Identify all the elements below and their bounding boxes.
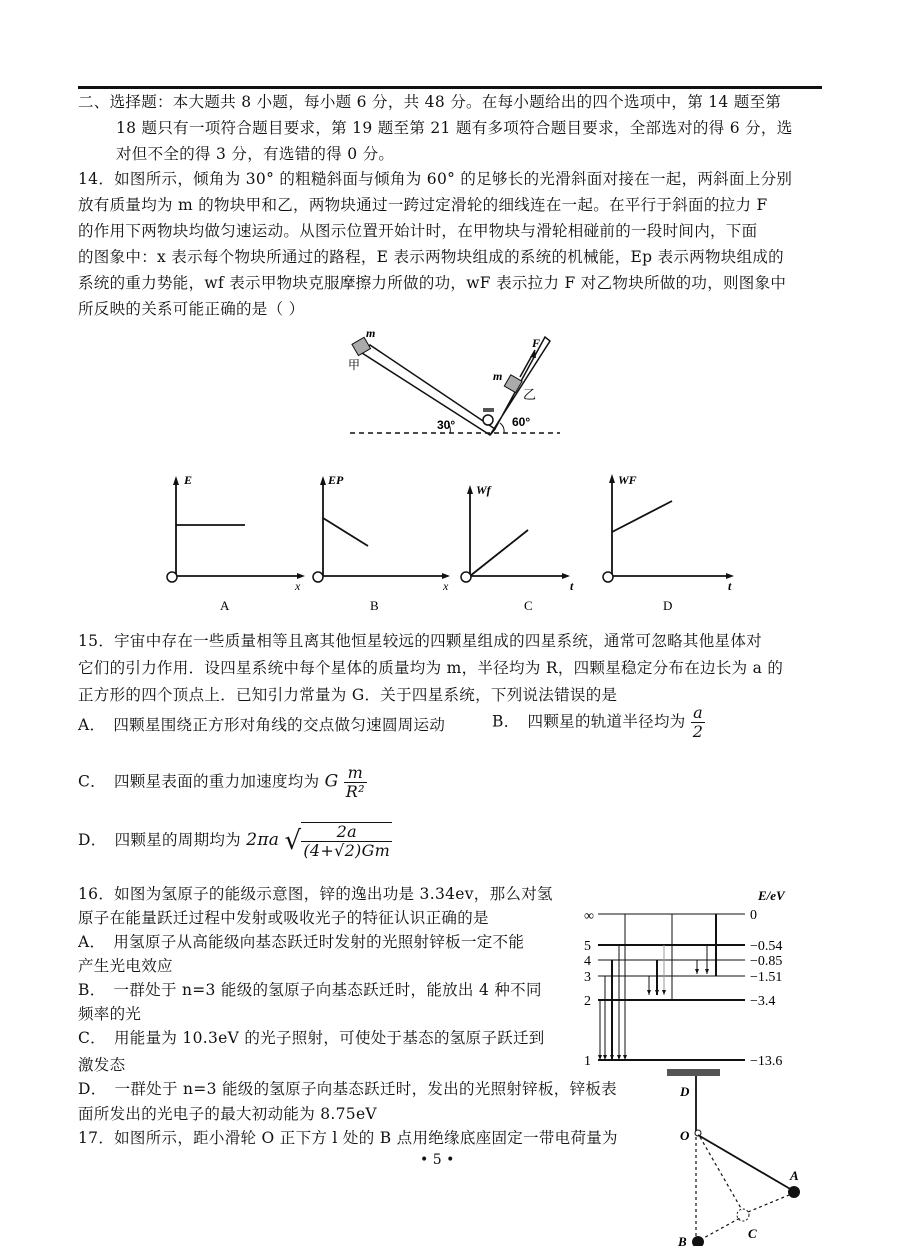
svg-text:x: x [295,579,301,593]
q16-line-2: 原子在能量跃迁过程中发射或吸收光子的特征认识正确的是 [78,909,489,927]
graph-d-label: D [663,598,673,613]
hydrogen-energy-level-diagram [580,880,810,1065]
q14-option-graphs [160,460,760,620]
q14-line-4: 的图象中：x 表示每个物块所通过的路程，E 表示两物块组成的系统的机械能，Ep 表示两物块组成的 [78,248,784,266]
pulley-mount [483,408,494,412]
q15-option-c: C． 四颗星表面的重力加速度均为 G $\frac{m}{\text{R²}}$ [78,763,365,801]
q15-option-d: D． 四颗星的周期均为 2πa √ $\frac{2a}{(4+√2)Gm}$ [78,822,391,860]
svg-text:A: A [790,1168,799,1183]
angle-60: 60° [512,415,531,429]
q15-option-b [492,704,705,741]
level-energy-label: 0 [750,908,757,923]
q16-option-c-1: C． 用能量为 10.3eV 的光子照射，可使处于基态的氢原子跃迁到 [78,1029,545,1047]
graph-d [603,473,734,613]
pulley-icon [483,415,493,425]
label-jia: 甲 [348,358,361,372]
ball-c [737,1209,749,1221]
level-energy-label: −1.51 [750,970,783,985]
fraction-period-formula: $\frac{2a}{(4+√2)Gm}$ [303,822,391,860]
q15-option-b-text: B． 四颗星的轨道半径均为 [492,712,686,731]
svg-text:t: t [728,579,732,593]
ball-b [692,1236,704,1246]
svg-text:O: O [680,1128,690,1143]
svg-text:E: E [184,473,193,487]
level-energy-label: −13.6 [750,1054,783,1065]
level-n-label: 2 [584,994,591,1009]
level-n-label: 4 [584,954,591,969]
q14-line-6: 所反映的关系可能正确的是（ ） [78,300,305,318]
section-header-line-2: 18 题只有一项符合题目要求，第 19 题至第 21 题有多项符合题目要求，全部选对的得 6 分，选 [116,119,793,137]
svg-text:EP: EP [328,473,344,487]
q16-option-c-2: 激发态 [78,1056,126,1074]
fraction-m-over-r2: $\frac{m}{\text{R²}}$ [345,763,365,801]
mass-label-jia: m [366,326,376,340]
svg-text:WF: WF [618,473,637,487]
q15-option-a: A． 四颗星围绕正方形对角线的交点做匀速圆周运动 [78,716,446,734]
q17-pulley-figure [650,1060,820,1246]
graph-c-label: C [524,598,533,613]
svg-text:t: t [570,579,574,593]
level-n-label: 3 [584,970,591,985]
energy-unit-label: E/eV [758,888,785,903]
q16-option-b-2: 频率的光 [78,1005,142,1023]
graph-d-line [612,501,672,532]
q16-line-1: 16．如图为氢原子的能级示意图，锌的逸出功是 3.34ev，那么对氢 [78,885,553,903]
q16-option-d-1: D． 一群处于 n=3 能级的氢原子向基态跃迁时，发出的光照射锌板，锌板表 [78,1080,617,1098]
q14-line-2: 放有质量均为 m 的物块甲和乙，两物块通过一跨过定滑轮的细线连在一起。在平行于斜面的拉力 F [78,196,768,214]
section-header-line-3: 对但不全的得 3 分，有选错的得 0 分。 [116,145,395,163]
q16-option-a-2: 产生光电效应 [78,957,173,975]
q15-line-2: 它们的引力作用．设四星系统中每个星体的质量均为 m，半径均为 R，四颗星稳定分布在边长为 a 的 [78,659,784,677]
q14-line-5: 系统的重力势能，wf 表示甲物块克服摩擦力所做的功，wF 表示拉力 F 对乙物块所做的功，则图象中 [78,274,787,292]
q14-line-1: 14．如图所示，倾角为 30° 的粗糙斜面与倾角为 60° 的足够长的光滑斜面对接在一起，两斜面上分别 [78,170,793,188]
level-n-label: ∞ [584,909,594,924]
q14-line-3: 的作用下两物块均做匀速运动。从图示位置开始计时，在甲物块与滑轮相碰前的一段时间内，下面 [78,222,758,240]
svg-text:D: D [680,1084,690,1099]
level-energy-label: −0.85 [750,954,783,969]
q15-line-1: 15．宇宙中存在一些质量相等且离其他恒星较远的四颗星组成的四星系统，通常可忽略其他星体对 [78,632,762,650]
svg-text:x: x [443,579,449,593]
graph-b-line [323,518,368,546]
page-number: • 5 • [420,1152,455,1168]
mass-label-yi: m [493,369,503,383]
q16-option-a-1: A． 用氢原子从高能级向基态跃迁时发射的光照射锌板一定不能 [78,933,525,951]
graph-b [313,473,450,613]
graph-a-label: A [220,598,230,613]
svg-text:B: B [678,1234,687,1246]
level-energy-label: −3.4 [750,994,776,1009]
ceiling-hatch [667,1069,720,1076]
angle-30: 30° [437,418,456,432]
level-n-label: 5 [584,939,591,954]
q14-incline-figure [340,325,570,445]
force-label: F [532,336,541,350]
rough-incline [362,345,495,435]
graph-c [461,483,574,613]
graph-c-line [470,530,528,576]
q16-option-d-2: 面所发出的光电子的最大初动能为 8.75eV [78,1105,377,1123]
section-header-line-1: 二、选择题：本大题共 8 小题，每小题 6 分，共 48 分。在每小题给出的四个选项中，第 14 题至第 [78,93,782,111]
graph-a [167,473,305,613]
ball-a [788,1186,800,1198]
fraction-a-over-2: $\frac{a}{2}$ [692,703,704,741]
block-jia [352,337,371,355]
q17-line-1: 17．如图所示，距小滑轮 O 正下方 l 处的 B 点用绝缘底座固定一带电荷量为 [78,1129,618,1147]
level-n-label: 1 [584,1054,591,1065]
svg-text:Wf: Wf [476,483,491,497]
label-yi: 乙 [523,388,537,403]
level-energy-label: −0.54 [750,939,783,954]
q15-line-3: 正方形的四个顶点上．已知引力常量为 G．关于四星系统，下列说法错误的是 [78,686,618,704]
graph-b-label: B [370,598,379,613]
q16-option-b-1: B． 一群处于 n=3 能级的氢原子向基态跃迁时，能放出 4 种不同 [78,981,542,999]
svg-text:C: C [748,1226,757,1241]
